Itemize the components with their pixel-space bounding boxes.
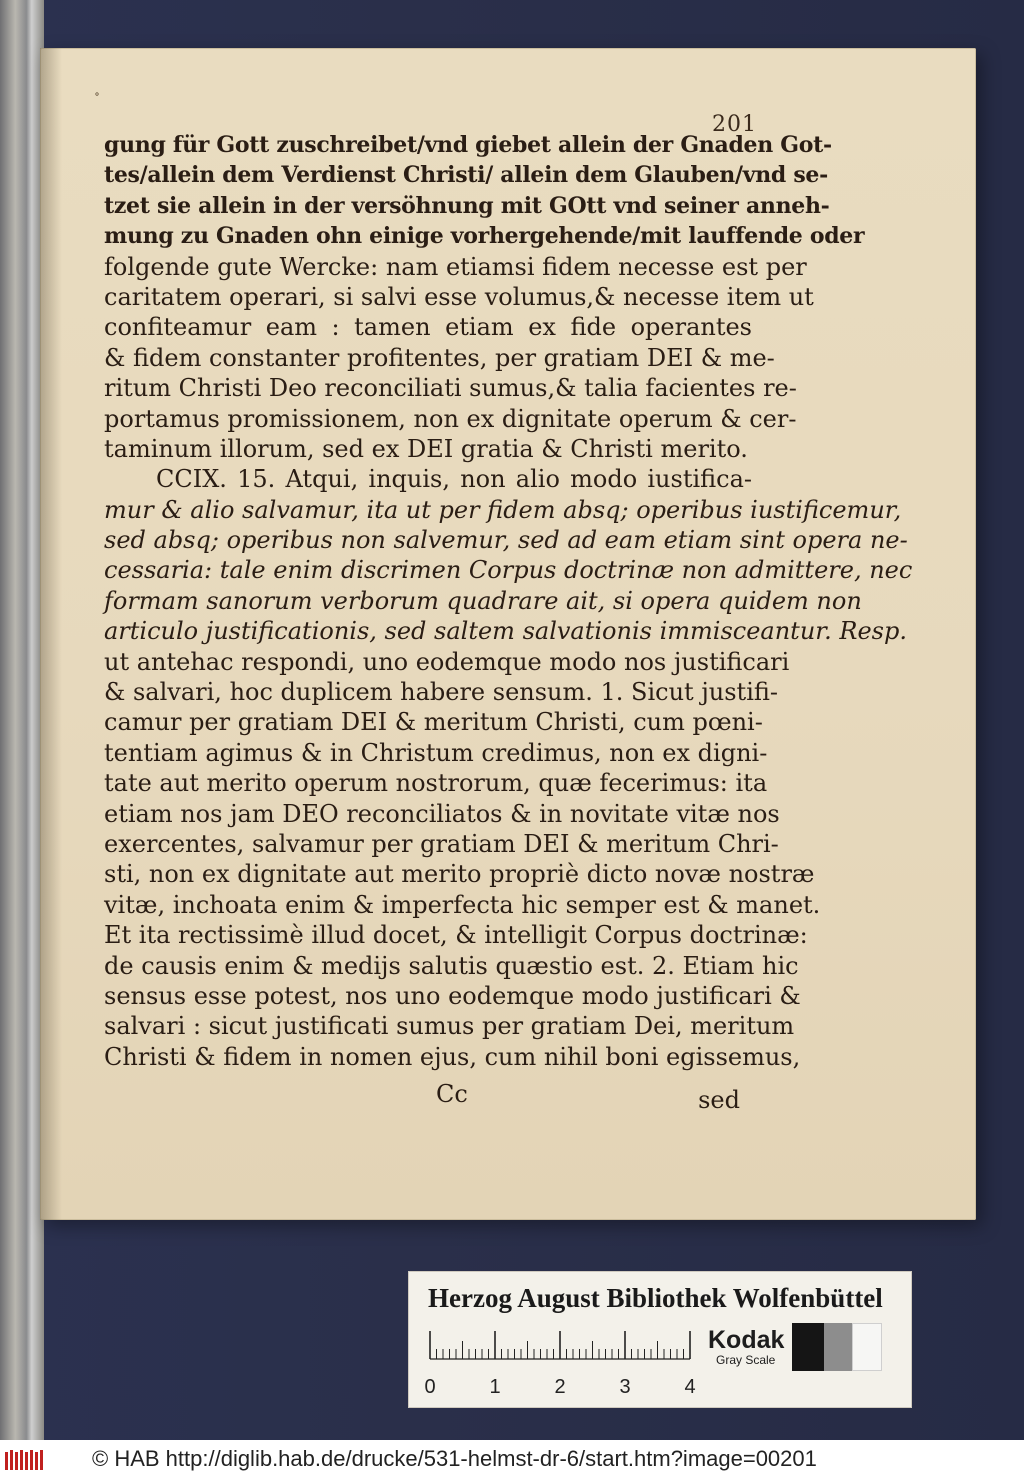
copyright-url[interactable]: © HAB http://diglib.hab.de/drucke/531-helmst-dr-6/start.htm?image=00201 (92, 1446, 817, 1471)
text-line: ritum Christi Deo reconciliati sumus,& talia facientes re- (104, 374, 797, 403)
text-line: cessaria: tale enim discrimen Corpus doctrinæ non admittere, nec (104, 556, 913, 585)
text-line: folgende gute Wercke: nam etiamsi fidem necesse est per (104, 252, 807, 281)
text-line: mung zu Gnaden ohn einige vorhergehende/mit lauffende oder (104, 223, 865, 250)
text-line: taminum illorum, sed ex DEI gratia & Christi merito. (104, 434, 748, 463)
text-line: sed absq; operibus non salvemur, sed ad eam etiam sint opera ne- (104, 526, 908, 555)
library-card (408, 1271, 912, 1408)
text-line: salvari : sicut justificati sumus per gratiam Dei, meritum (104, 1012, 795, 1041)
text-line: Christi & fidem in nomen ejus, cum nihil boni egissemus, (104, 1042, 801, 1071)
signature-mark: Cc (436, 1080, 468, 1108)
text-line: gung für Gott zuschreibet/vnd giebet allein der Gnaden Got- (104, 132, 832, 158)
ruler-number: 2 (554, 1376, 566, 1398)
text-line: camur per gratiam DEI & meritum Christi, cum pœni- (104, 708, 763, 737)
page-footer-row (104, 1080, 740, 1116)
text-line: de causis enim & medijs salutis quæstio est. 2. Etiam hic (104, 951, 799, 980)
page-text-block (104, 130, 913, 1072)
text-line: tate aut merito operum nostrorum, quæ fecerimus: ita (104, 769, 768, 798)
text-line: exercentes, salvamur per gratiam DEI & meritum Chri- (104, 829, 779, 858)
text-line: Et ita rectissimè illud docet, & intelligit Corpus doctrinæ: (104, 921, 808, 950)
kodak-subtitle: Gray Scale (716, 1353, 776, 1367)
footer-bar (0, 1440, 1024, 1479)
text-line: sti, non ex dignitate aut merito propriè dicto novæ nostræ (104, 860, 815, 889)
margin-mark: ˚ (94, 92, 100, 106)
text-line: portamus promissionem, non ex dignitate operum & cer- (104, 404, 797, 433)
gray-swatch-white (852, 1323, 882, 1371)
text-line: etiam nos jam DEO reconciliatos & in novitate vitæ nos (104, 799, 780, 828)
kodak-brand: Kodak (708, 1326, 785, 1354)
text-line: confiteamur eam : tamen etiam ex fide operantes (104, 313, 752, 342)
text-line: CCIX. 15. Atqui, inquis, non alio modo iustifica- (156, 465, 752, 494)
gray-swatch-black (792, 1323, 824, 1371)
catchword: sed (698, 1086, 740, 1114)
hab-logo-icon (4, 1448, 46, 1472)
page-number: 201 (712, 112, 757, 137)
ruler-number: 4 (684, 1376, 696, 1398)
page-gutter-shadow (40, 48, 62, 1220)
text-line: tzet sie allein in der versöhnung mit GOtt vnd seiner anneh- (104, 192, 830, 219)
ruler-number: 3 (619, 1376, 631, 1398)
ruler-number: 1 (489, 1376, 501, 1398)
text-line: vitæ, inchoata enim & imperfecta hic semper est & manet. (104, 890, 821, 919)
book-spine (0, 0, 44, 1440)
text-line: & salvari, hoc duplicem habere sensum. 1. Sicut justifi- (104, 678, 778, 707)
ruler-number: 0 (424, 1376, 436, 1398)
text-line: & fidem constanter profitentes, per gratiam DEI & me- (104, 343, 775, 372)
text-line: articulo justificationis, sed saltem salvationis immisceantur. Resp. (104, 617, 907, 646)
text-line: ut antehac respondi, uno eodemque modo nos justificari (104, 647, 790, 676)
library-name: Herzog August Bibliothek Wolfenbüttel (428, 1283, 883, 1313)
text-line: tentiam agimus & in Christum credimus, non ex digni- (104, 738, 768, 767)
kodak-label (708, 1327, 798, 1373)
text-line: caritatem operari, si salvi esse volumus,& necesse item ut (104, 282, 814, 311)
text-line: sensus esse potest, nos uno eodemque modo justificari & (104, 981, 801, 1010)
text-line: mur & alio salvamur, ita ut per fidem absq; operibus iustificemur, (104, 495, 902, 524)
text-line: formam sanorum verborum quadrare ait, si opera quidem non (104, 586, 862, 615)
scale-ruler (424, 1327, 696, 1405)
text-line: tes/allein dem Verdienst Christi/ allein dem Glauben/vnd se- (104, 162, 828, 189)
gray-swatch-mid (824, 1323, 852, 1371)
